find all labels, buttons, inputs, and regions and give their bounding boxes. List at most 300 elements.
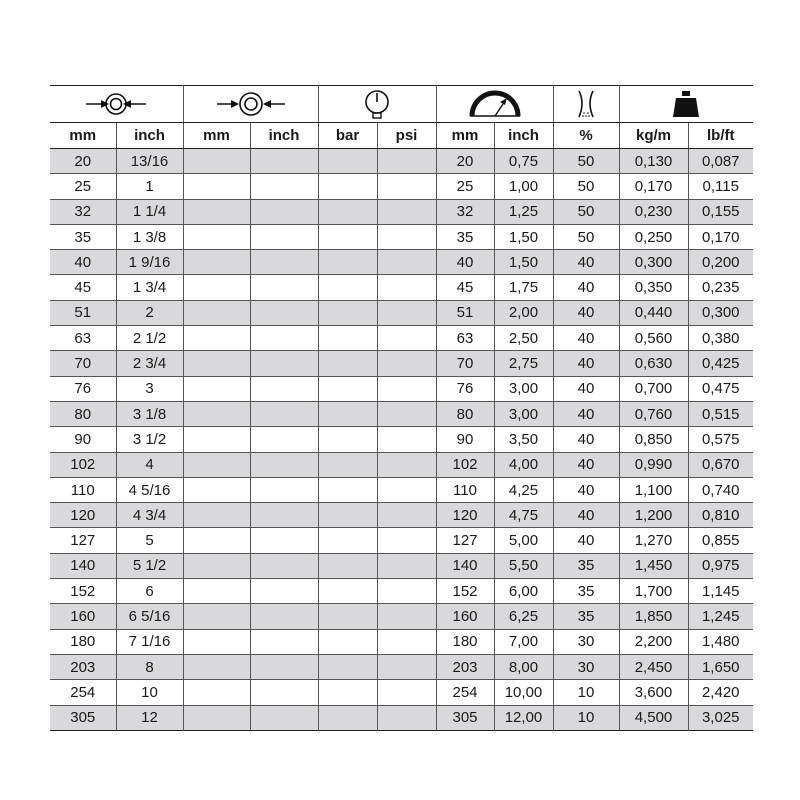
table-cell: 254: [436, 680, 494, 705]
table-cell: 110: [50, 477, 116, 502]
table-cell: 40: [553, 503, 619, 528]
table-cell: 0,300: [619, 250, 688, 275]
table-cell: [318, 604, 377, 629]
table-cell: [250, 579, 318, 604]
table-cell: 35: [553, 604, 619, 629]
table-row: [50, 553, 753, 578]
table-cell: 12: [116, 705, 183, 730]
table-cell: 4,75: [494, 503, 553, 528]
table-cell: 80: [50, 401, 116, 426]
table-cell: 6,25: [494, 604, 553, 629]
unit-header: psi: [377, 123, 436, 149]
table-cell: 10: [116, 680, 183, 705]
table-row: [50, 224, 753, 249]
table-cell: 0,350: [619, 275, 688, 300]
table-cell: [183, 528, 250, 553]
table-cell: [377, 654, 436, 679]
table-cell: [183, 300, 250, 325]
table-row: [50, 680, 753, 705]
table-cell: 20: [436, 149, 494, 174]
table-cell: [377, 705, 436, 730]
table-cell: 40: [436, 250, 494, 275]
table-cell: 1,450: [619, 553, 688, 578]
table-cell: 0,230: [619, 199, 688, 224]
table-cell: 1,270: [619, 528, 688, 553]
table-cell: 140: [436, 553, 494, 578]
table-row: [50, 604, 753, 629]
table-cell: 3 1/8: [116, 401, 183, 426]
table-cell: 8: [116, 654, 183, 679]
table-cell: [250, 705, 318, 730]
table-cell: [318, 553, 377, 578]
table-cell: [377, 224, 436, 249]
table-cell: 1,100: [619, 477, 688, 502]
table-cell: 1,50: [494, 224, 553, 249]
table-cell: 40: [553, 275, 619, 300]
table-cell: 32: [436, 199, 494, 224]
table-row: [50, 427, 753, 452]
table-cell: [318, 250, 377, 275]
table-cell: 203: [436, 654, 494, 679]
table-cell: [183, 553, 250, 578]
table-cell: 20: [50, 149, 116, 174]
table-cell: [318, 326, 377, 351]
table-cell: [250, 275, 318, 300]
table-cell: 0,250: [619, 224, 688, 249]
table-cell: [250, 401, 318, 426]
table-cell: [377, 401, 436, 426]
unit-header: lb/ft: [688, 123, 753, 149]
table-cell: [318, 275, 377, 300]
table-cell: [377, 680, 436, 705]
table-cell: [250, 351, 318, 376]
table-cell: [183, 326, 250, 351]
table-cell: 203: [50, 654, 116, 679]
unit-header: inch: [250, 123, 318, 149]
table-cell: [377, 553, 436, 578]
table-cell: 40: [50, 250, 116, 275]
table-cell: 102: [436, 452, 494, 477]
table-cell: 3: [116, 376, 183, 401]
table-cell: 305: [50, 705, 116, 730]
table-cell: [183, 427, 250, 452]
table-cell: [183, 174, 250, 199]
table-cell: [377, 477, 436, 502]
table-cell: 0,700: [619, 376, 688, 401]
table-cell: 160: [436, 604, 494, 629]
table-cell: [377, 528, 436, 553]
table-cell: 51: [436, 300, 494, 325]
table-cell: 0,810: [688, 503, 753, 528]
table-cell: 1 9/16: [116, 250, 183, 275]
table-cell: 10,00: [494, 680, 553, 705]
pressure-gauge-icon: [363, 89, 391, 119]
table-cell: [318, 300, 377, 325]
outer-diameter-header: [183, 86, 318, 123]
table-cell: 0,235: [688, 275, 753, 300]
table-cell: 1,00: [494, 174, 553, 199]
table-cell: [250, 427, 318, 452]
table-cell: 152: [50, 579, 116, 604]
table-cell: 6 5/16: [116, 604, 183, 629]
table-cell: 0,425: [688, 351, 753, 376]
table-cell: 0,670: [688, 452, 753, 477]
table-cell: 50: [553, 199, 619, 224]
table-row: [50, 654, 753, 679]
table-cell: [183, 149, 250, 174]
table-cell: 3,00: [494, 376, 553, 401]
inner-diameter-icon: [84, 91, 148, 117]
table-cell: [377, 427, 436, 452]
table-cell: [250, 654, 318, 679]
table-row: [50, 401, 753, 426]
table-cell: 40: [553, 300, 619, 325]
table-cell: 140: [50, 553, 116, 578]
table-cell: [183, 579, 250, 604]
table-cell: 2 3/4: [116, 351, 183, 376]
table-cell: 120: [50, 503, 116, 528]
table-cell: 3,600: [619, 680, 688, 705]
table-cell: [318, 199, 377, 224]
table-cell: 0,740: [688, 477, 753, 502]
table-cell: 32: [50, 199, 116, 224]
table-row: [50, 275, 753, 300]
table-cell: [377, 174, 436, 199]
table-cell: [183, 199, 250, 224]
table-cell: [318, 629, 377, 654]
table-cell: 25: [50, 174, 116, 199]
table-row: [50, 503, 753, 528]
table-cell: 90: [436, 427, 494, 452]
unit-header: %: [553, 123, 619, 149]
table-cell: 8,00: [494, 654, 553, 679]
vacuum-header: [553, 86, 619, 123]
table-cell: 30: [553, 629, 619, 654]
table-cell: [318, 680, 377, 705]
table-cell: 40: [553, 250, 619, 275]
unit-header: mm: [50, 123, 116, 149]
table-cell: [183, 351, 250, 376]
table-cell: 35: [553, 579, 619, 604]
table-cell: [318, 579, 377, 604]
table-cell: [250, 224, 318, 249]
table-cell: 0,975: [688, 553, 753, 578]
table-cell: 2,420: [688, 680, 753, 705]
table-cell: 0,155: [688, 199, 753, 224]
table-cell: 3,50: [494, 427, 553, 452]
table-cell: 0,475: [688, 376, 753, 401]
table-cell: 2: [116, 300, 183, 325]
table-cell: [318, 528, 377, 553]
table-cell: 160: [50, 604, 116, 629]
table-cell: [183, 452, 250, 477]
table-row: [50, 149, 753, 174]
table-row: [50, 452, 753, 477]
table-row: [50, 376, 753, 401]
table-cell: [183, 705, 250, 730]
table-cell: 1,245: [688, 604, 753, 629]
table-cell: [183, 604, 250, 629]
table-cell: [250, 174, 318, 199]
table-cell: 6: [116, 579, 183, 604]
table-cell: 4: [116, 452, 183, 477]
table-cell: 2 1/2: [116, 326, 183, 351]
table-cell: 5,50: [494, 553, 553, 578]
table-cell: [183, 275, 250, 300]
table-cell: [250, 629, 318, 654]
table-cell: 1,200: [619, 503, 688, 528]
table-cell: [250, 250, 318, 275]
table-cell: [183, 654, 250, 679]
table-cell: 4 5/16: [116, 477, 183, 502]
table-cell: 0,300: [688, 300, 753, 325]
table-cell: 63: [436, 326, 494, 351]
table-cell: [250, 680, 318, 705]
table-cell: 76: [436, 376, 494, 401]
table-cell: 180: [436, 629, 494, 654]
table-cell: 40: [553, 477, 619, 502]
table-cell: 6,00: [494, 579, 553, 604]
table-cell: 63: [50, 326, 116, 351]
table-cell: [377, 199, 436, 224]
bend-radius-icon: [469, 90, 521, 118]
table-cell: 80: [436, 401, 494, 426]
table-cell: 76: [50, 376, 116, 401]
vacuum-icon: [575, 89, 597, 119]
pressure-header: [318, 86, 436, 123]
table-cell: 45: [436, 275, 494, 300]
weight-icon: [672, 90, 700, 118]
table-cell: 4,00: [494, 452, 553, 477]
table-cell: [250, 149, 318, 174]
table-row: [50, 300, 753, 325]
weight-header: [619, 86, 753, 123]
table-cell: 2,75: [494, 351, 553, 376]
table-cell: 3 1/2: [116, 427, 183, 452]
table-cell: 1 3/4: [116, 275, 183, 300]
table-cell: 102: [50, 452, 116, 477]
table-cell: 2,200: [619, 629, 688, 654]
table-cell: 10: [553, 705, 619, 730]
table-cell: 13/16: [116, 149, 183, 174]
table-cell: 3,00: [494, 401, 553, 426]
table-cell: [183, 629, 250, 654]
table-row: [50, 579, 753, 604]
table-cell: 0,560: [619, 326, 688, 351]
table-cell: [183, 250, 250, 275]
table-cell: 12,00: [494, 705, 553, 730]
table-cell: 0,850: [619, 427, 688, 452]
table-cell: 50: [553, 174, 619, 199]
table-cell: 1: [116, 174, 183, 199]
table-cell: [318, 401, 377, 426]
table-cell: [318, 427, 377, 452]
table-cell: [183, 376, 250, 401]
table-cell: 35: [436, 224, 494, 249]
unit-header: inch: [494, 123, 553, 149]
table-cell: 0,440: [619, 300, 688, 325]
table-cell: 0,200: [688, 250, 753, 275]
table-cell: [377, 604, 436, 629]
table-cell: 35: [50, 224, 116, 249]
table-cell: 45: [50, 275, 116, 300]
table-cell: [183, 401, 250, 426]
table-cell: 254: [50, 680, 116, 705]
table-cell: [183, 503, 250, 528]
table-cell: 0,130: [619, 149, 688, 174]
table-body: [50, 149, 753, 731]
table-cell: 0,575: [688, 427, 753, 452]
table-cell: 0,170: [619, 174, 688, 199]
table-row: [50, 629, 753, 654]
table-cell: [377, 452, 436, 477]
table-cell: 90: [50, 427, 116, 452]
table-cell: 7,00: [494, 629, 553, 654]
table-cell: [318, 149, 377, 174]
table-cell: 1,50: [494, 250, 553, 275]
outer-diameter-icon: [215, 91, 287, 117]
table-row: [50, 528, 753, 553]
table-cell: [183, 680, 250, 705]
table-cell: [318, 705, 377, 730]
table-cell: 35: [553, 553, 619, 578]
table-cell: 0,515: [688, 401, 753, 426]
table-cell: [318, 452, 377, 477]
table-cell: [318, 351, 377, 376]
table-row: [50, 477, 753, 502]
table-cell: 3,025: [688, 705, 753, 730]
table-cell: 40: [553, 427, 619, 452]
table-cell: 2,50: [494, 326, 553, 351]
table-row: [50, 199, 753, 224]
table-cell: [318, 224, 377, 249]
table-cell: [318, 477, 377, 502]
table-cell: [318, 174, 377, 199]
table-cell: [377, 376, 436, 401]
table-cell: 0,087: [688, 149, 753, 174]
table-cell: 40: [553, 452, 619, 477]
table-cell: 40: [553, 376, 619, 401]
table-cell: 70: [436, 351, 494, 376]
table-cell: 152: [436, 579, 494, 604]
table-cell: 1,700: [619, 579, 688, 604]
table-cell: 127: [436, 528, 494, 553]
table-cell: [377, 149, 436, 174]
table-cell: 127: [50, 528, 116, 553]
table-cell: 0,380: [688, 326, 753, 351]
table-cell: [250, 477, 318, 502]
table-cell: 4,25: [494, 477, 553, 502]
table-cell: 5,00: [494, 528, 553, 553]
table-cell: 2,450: [619, 654, 688, 679]
table-cell: [250, 199, 318, 224]
table-cell: 7 1/16: [116, 629, 183, 654]
unit-header: mm: [183, 123, 250, 149]
table-cell: 5 1/2: [116, 553, 183, 578]
table-cell: 1 3/8: [116, 224, 183, 249]
table-cell: 0,760: [619, 401, 688, 426]
table-cell: [250, 604, 318, 629]
table-cell: 51: [50, 300, 116, 325]
table-cell: 40: [553, 351, 619, 376]
table-cell: 70: [50, 351, 116, 376]
table-row: [50, 705, 753, 730]
table-cell: [377, 275, 436, 300]
table-row: [50, 250, 753, 275]
unit-header: inch: [116, 123, 183, 149]
table-cell: [250, 452, 318, 477]
table-cell: [183, 477, 250, 502]
table-cell: [318, 503, 377, 528]
table-cell: [250, 376, 318, 401]
table-cell: 0,855: [688, 528, 753, 553]
inner-diameter-header: [50, 86, 183, 123]
table-cell: [377, 503, 436, 528]
table-cell: [250, 503, 318, 528]
table-cell: 1,850: [619, 604, 688, 629]
table-cell: [377, 300, 436, 325]
table-cell: [250, 326, 318, 351]
table-cell: [377, 326, 436, 351]
table-cell: 305: [436, 705, 494, 730]
table-cell: 0,630: [619, 351, 688, 376]
table-cell: 120: [436, 503, 494, 528]
table-cell: 1,650: [688, 654, 753, 679]
table-cell: 1,75: [494, 275, 553, 300]
hose-spec-table: [50, 85, 753, 731]
table-cell: 4,500: [619, 705, 688, 730]
table-cell: 1,480: [688, 629, 753, 654]
unit-header-row: [50, 123, 753, 149]
table-cell: 40: [553, 528, 619, 553]
table-cell: 110: [436, 477, 494, 502]
table-cell: [377, 579, 436, 604]
table-cell: 10: [553, 680, 619, 705]
table-cell: 50: [553, 149, 619, 174]
table-cell: [250, 528, 318, 553]
table-cell: 5: [116, 528, 183, 553]
table-cell: [377, 629, 436, 654]
unit-header: bar: [318, 123, 377, 149]
table-cell: 40: [553, 401, 619, 426]
table-cell: 30: [553, 654, 619, 679]
table-cell: 25: [436, 174, 494, 199]
table-row: [50, 351, 753, 376]
table-cell: 2,00: [494, 300, 553, 325]
table-cell: [377, 250, 436, 275]
table-cell: 1 1/4: [116, 199, 183, 224]
bend-radius-header: [436, 86, 553, 123]
table-cell: [377, 351, 436, 376]
icon-header-row: [50, 86, 753, 123]
table-cell: [250, 553, 318, 578]
table-cell: 4 3/4: [116, 503, 183, 528]
table-row: [50, 326, 753, 351]
unit-header: kg/m: [619, 123, 688, 149]
table-cell: [183, 224, 250, 249]
table-cell: 0,75: [494, 149, 553, 174]
table-row: [50, 174, 753, 199]
table-cell: 0,170: [688, 224, 753, 249]
table-cell: 0,990: [619, 452, 688, 477]
table-cell: [318, 654, 377, 679]
table-cell: 1,145: [688, 579, 753, 604]
table-cell: [250, 300, 318, 325]
table-cell: [318, 376, 377, 401]
table-cell: 0,115: [688, 174, 753, 199]
table-cell: 50: [553, 224, 619, 249]
table-cell: 180: [50, 629, 116, 654]
